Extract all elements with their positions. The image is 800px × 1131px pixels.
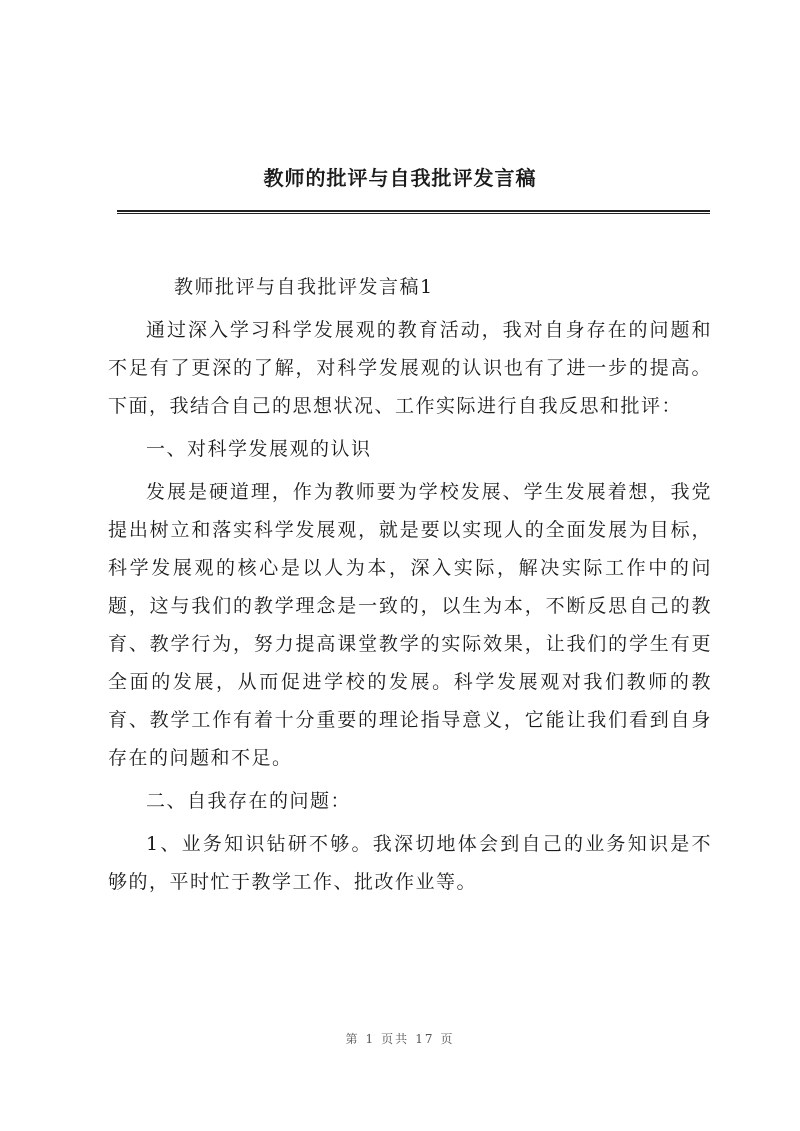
footer-current-page: 1 (365, 1032, 376, 1046)
document-title: 教师的批评与自我批评发言稿 (263, 166, 537, 190)
paragraph-issue-1: 1、业务知识钻研不够。我深切地体会到自己的业务知识是不够的，平时忙于教学工作、批改作业等。 (108, 833, 712, 893)
section-heading-2: 二、自我存在的问题： (146, 790, 352, 812)
footer-prefix: 第 (345, 1032, 360, 1046)
paragraph-development: 发展是硬道理，作为教师要为学校发展、学生发展着想，我党提出树立和落实科学发展观，就是要以实现人的全面发展为目标，科学发展观的核心是以人为本，深入实际，解决实际工作中的问题，这与我们的教学理念是一致的，以生为本，不断反思自己的教育、教学行为，努力提高课堂教学的实际效果，让我们的学生有更全面的发展，从而促进学校的发展。科学发展观对我们教师的教育、教学工作有着十分重要的理论指导意义，它能让我们看到自身存在的问题和不足。 (108, 481, 712, 769)
paragraph-intro: 通过深入学习科学发展观的教育活动，我对自身存在的问题和不足有了更深的了解，对科学发展观的认识也有了进一步的提高。下面，我结合自己的思想状况、工作实际进行自我反思和批评： (108, 319, 712, 417)
footer-total-pages: 17 (415, 1032, 435, 1046)
section-heading-1: 一、对科学发展观的认识 (146, 438, 372, 460)
page-footer (0, 1030, 800, 1047)
title-divider (117, 210, 710, 214)
footer-suffix: 页 (440, 1032, 455, 1046)
footer-middle: 页共 (381, 1032, 410, 1046)
section-subtitle: 教师批评与自我批评发言稿1 (174, 276, 434, 298)
document-body (108, 268, 712, 906)
